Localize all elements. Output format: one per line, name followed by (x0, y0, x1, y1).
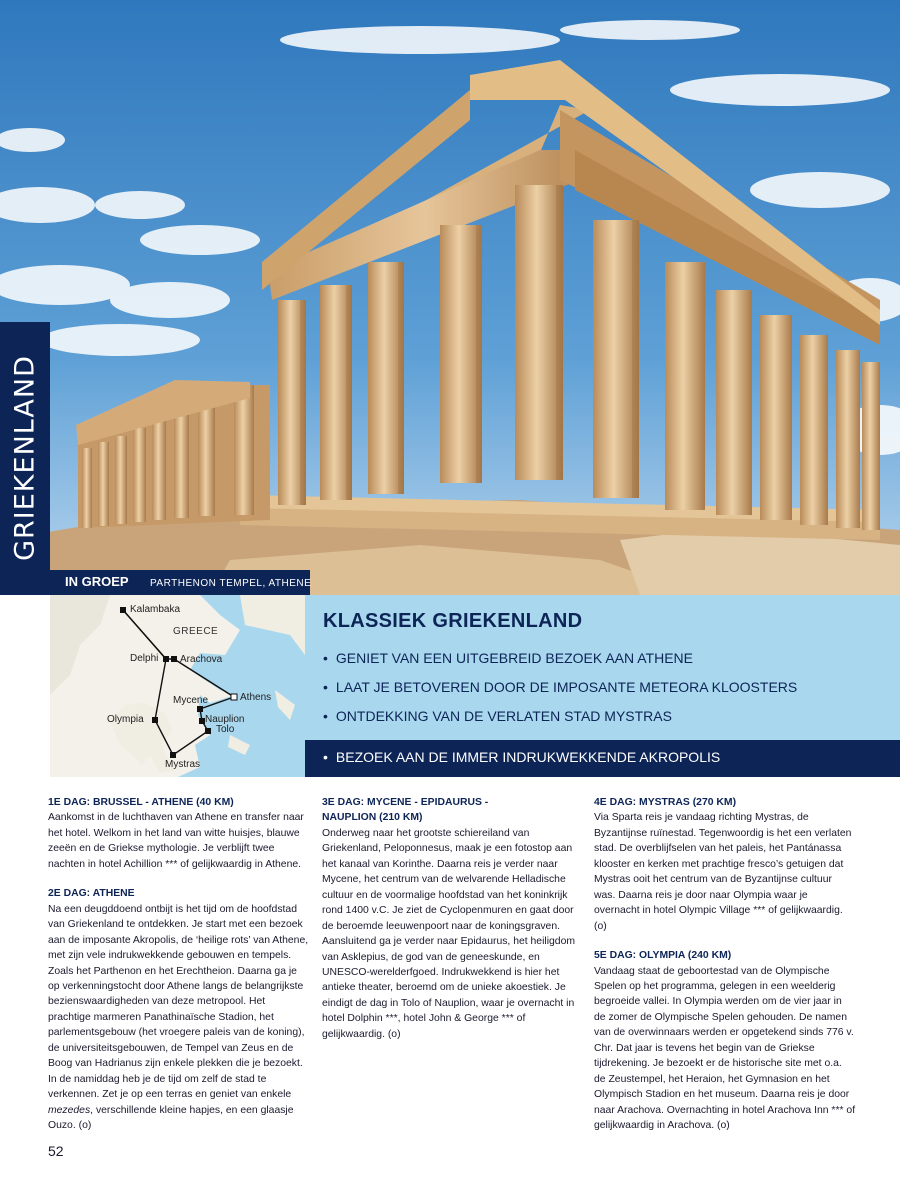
map-city-kalambaka: Kalambaka (130, 604, 181, 615)
side-title: GRIEKENLAND (9, 355, 41, 561)
map-city-tolo: Tolo (216, 724, 235, 735)
day-2-text (48, 902, 310, 1134)
day-3-title (322, 795, 584, 826)
day-2-text-part-2: , verschillende kleine hapjes, en een glaasje Ouzo. (o) (48, 1104, 294, 1132)
map-country-label: GREECE (173, 626, 219, 637)
day-5-text: Vandaag staat de geboortestad van de Olympische Spelen op het programma, gelegen in een weelderig begroeide vallei. In Olympia werden om de vier jaar in de zomer de Olympische Spelen gehouden. De namen van de overwinnaars werden er opgetekend sinds 776 v. Chr. Dat jaar is tevens het begin van de Griekse tijdrekening. Je bezoekt er de historische site met o.a. de Zeustempel, het Heraion, het Gymnasion en het Olympisch Stadion en het museum. Daarna reis je door naar Arachova. Overnachting in hotel Arachova Inn *** of gelijkwaardig in Arachova. (o) (594, 965, 856, 1132)
day-2-text-part-1: Na een deugddoend ontbijt is het tijd om de hoofdstad van Griekenland te ontdekken. Je start met een bezoek aan de imposante Akropolis, de ‘heilige rots’ van Athene, met zijn vele indrukwekkende gebouwen en tempels. Zoals het Parthenon en het Erechtheion. Daarna ga je op verkenningstocht door Athene langs de belangrijkste bezienswaardigheden van deze metropool. Het prachtige marmeren Panathinaïsche Stadion, het parlementsgebouw (het vroegere paleis van de koning), de universiteitsgebouwen, de Tempel van Zeus en de Boog van Hadrianus zijn enkele plekken die je bezoekt. In de namiddag heb je de tijd om zelf de stad te verkennen. Zet je op een terras en geniet van enkele (48, 903, 309, 1101)
tour-title: KLASSIEK GRIEKENLAND (323, 610, 583, 632)
photo-caption: PARTHENON TEMPEL, ATHENE (150, 578, 312, 589)
day-1-title: 1E DAG: BRUSSEL - ATHENE (40 KM) (48, 797, 234, 808)
featured-highlight-bar (305, 740, 900, 777)
day-3-title-line-2: NAUPLION (210 KM) (322, 812, 423, 824)
highlights-list (323, 649, 797, 736)
map-city-mycene: Mycene (173, 695, 209, 706)
map-city-arachova: Arachova (180, 654, 223, 665)
featured-highlight: • BEZOEK AAN DE IMMER INDRUKWEKKENDE AKROPOLIS (323, 749, 720, 765)
highlight-item: • ONTDEKKING VAN DE VERLATEN STAD MYSTRAS (323, 707, 797, 736)
route-map (50, 595, 305, 777)
highlight-item: • GENIET VAN EEN UITGEBREID BEZOEK AAN ATHENE (323, 649, 797, 678)
day-4-title: 4E DAG: MYSTRAS (270 KM) (594, 797, 737, 808)
map-city-olympia: Olympia (107, 714, 144, 725)
day-2-title: 2E DAG: ATHENE (48, 888, 135, 900)
day-5-title: 5E DAG: OLYMPIA (240 KM) (594, 950, 732, 962)
highlights-panel (305, 595, 900, 740)
day-4-text: Via Sparta reis je vandaag richting Mystras, de Byzantijnse ruïnestad. Tegenwoordig is het een verlaten stad. De overblijfselen van het paleis, het Pantánassa klooster en kerken met prachtige fresco’s getuigen dat Mystras ooit het centrum van de Byzantijnse cultuur was. Daarna reis je door naar Olympia waar je overnacht in hotel Olympic Village *** of gelijkwaardig. (o) (594, 812, 852, 932)
day-3-title-line-1: 3E DAG: MYCENE - EPIDAURUS - (322, 797, 489, 808)
day-3-text: Onderweg naar het grootste schiereiland van Griekenland, Peloponnesus, maak je een fotostop aan het kanaal van Korinthe. Daarna reis je verder naar Mycene, het centrum van de welvarende Helladische cultuur en de voormalige hoofdstad van het koninkrijk rond 1400 v.C. Je ziet de Cyclopenmuren en gaat door de beroemde leeuwenpoort naar de koningsgraven. Aansluitend ga je verder naar Epidaurus, het heiligdom van Asklepius, de god van de geneeskunde, en UNESCO-werelderfgoed. Indrukwekkend is hier het antieke theater, beroemd om de unieke akoestiek. Je eindigt de dag in Tolo of Nauplion, waar je overnacht in hotel Dolphin ***, hotel John & George *** of gelijkwaardig. (o) (322, 827, 575, 1040)
map-city-nauplion: Nauplion (205, 714, 245, 725)
highlight-item: • LAAT JE BETOVEREN DOOR DE IMPOSANTE METEORA KLOOSTERS (323, 678, 797, 707)
side-title-tab (0, 322, 50, 595)
itinerary-column-3 (594, 795, 856, 1148)
day-2-emphasis: mezedes (48, 1104, 91, 1116)
day-1-text: Aankomst in de luchthaven van Athene en transfer naar het hotel. Welkom in het land van witte huisjes, blauwe zeeën en de Griekse mythologie. Je verblijft twee nachten in hotel Achillion *** of gelijkwaardig in Athene. (48, 812, 304, 870)
map-city-athens: Athens (240, 692, 272, 703)
group-tag: IN GROEP (65, 574, 129, 589)
itinerary-column-1 (48, 795, 310, 1148)
page-number: 52 (48, 1143, 64, 1159)
map-city-delphi: Delphi (130, 653, 159, 664)
itinerary-column-2 (322, 795, 584, 1056)
map-city-mystras: Mystras (165, 759, 200, 770)
greece-map-graphic (50, 595, 305, 777)
